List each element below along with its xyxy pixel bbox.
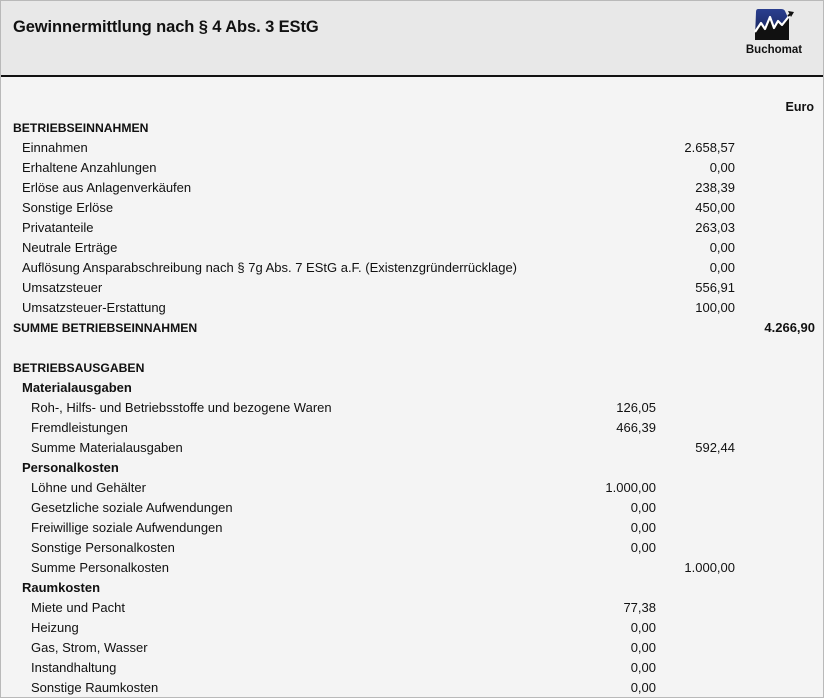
row-value: 0,00: [630, 640, 656, 655]
table-row: [1, 298, 823, 318]
row-label: Auflösung Ansparabschreibung nach § 7g Abs. 7 EStG a.F. (Existenzgründerrücklage): [22, 260, 518, 275]
row-label: Neutrale Erträge: [22, 240, 118, 255]
row-value: 0,00: [630, 500, 656, 515]
row-value: 466,39: [616, 420, 656, 435]
row-label: Einnahmen: [22, 140, 88, 155]
section-heading-einnahmen: [1, 118, 823, 138]
row-value: 0,00: [630, 540, 656, 555]
row-value: 0,00: [630, 680, 656, 695]
total-row-einnahmen: [1, 318, 823, 338]
row-label: Erhaltene Anzahlungen: [22, 160, 157, 175]
table-row: [1, 498, 823, 518]
row-value: 0,00: [709, 240, 735, 255]
group-heading-personalkosten: [1, 458, 823, 478]
row-label: Instandhaltung: [31, 660, 117, 675]
table-row: [1, 518, 823, 538]
row-value: 556,91: [695, 280, 735, 295]
subtotal-row: [1, 438, 823, 458]
row-label: Roh-, Hilfs- und Betriebsstoffe und bezogene Waren: [31, 400, 332, 415]
logo-text: Buchomat: [745, 44, 803, 56]
group-heading-materialausgaben: [1, 378, 823, 398]
table-row: [1, 618, 823, 638]
row-label: Freiwillige soziale Aufwendungen: [31, 520, 223, 535]
table-row: [1, 218, 823, 238]
row-value: 450,00: [695, 200, 735, 215]
row-value: 0,00: [709, 160, 735, 175]
row-label: Erlöse aus Anlagenverkäufen: [22, 180, 192, 195]
table-row: [1, 238, 823, 258]
row-value: 77,38: [623, 600, 656, 615]
row-value: 2.658,57: [684, 140, 735, 155]
row-value: 0,00: [709, 260, 735, 275]
row-value: 263,03: [695, 220, 735, 235]
row-label: Sonstige Personalkosten: [31, 540, 175, 555]
row-value: 0,00: [630, 520, 656, 535]
table-row: [1, 398, 823, 418]
total-value: 4.266,90: [764, 320, 815, 335]
report-body: [1, 118, 823, 698]
row-label: Sonstige Raumkosten: [31, 680, 159, 695]
group-heading-raumkosten: [1, 578, 823, 598]
table-row: [1, 138, 823, 158]
subtotal-label: Summe Personalkosten: [31, 560, 170, 575]
table-row: [1, 658, 823, 678]
subtotal-row: [1, 558, 823, 578]
section-heading: BETRIEBSEINNAHMEN: [13, 121, 149, 135]
table-row: [1, 418, 823, 438]
row-label: Heizung: [31, 620, 79, 635]
row-label: Sonstige Erlöse: [22, 200, 114, 215]
subtotal-value: 1.000,00: [684, 560, 735, 575]
spacer: [1, 338, 823, 358]
section-heading-ausgaben: [1, 358, 823, 378]
group-heading: Raumkosten: [22, 580, 101, 595]
group-heading: Materialausgaben: [22, 380, 132, 395]
table-row: [1, 198, 823, 218]
table-row: [1, 678, 823, 698]
group-heading: Personalkosten: [22, 460, 119, 475]
row-label: Fremdleistungen: [31, 420, 128, 435]
subtotal-label: Summe Materialausgaben: [31, 440, 183, 455]
row-value: 126,05: [616, 400, 656, 415]
row-label: Miete und Pacht: [31, 600, 125, 615]
table-row: [1, 158, 823, 178]
report-title: Gewinnermittlung nach § 4 Abs. 3 EStG: [13, 18, 319, 36]
row-label: Gas, Strom, Wasser: [31, 640, 148, 655]
row-value: 1.000,00: [605, 480, 656, 495]
total-label: SUMME BETRIEBSEINNAHMEN: [13, 321, 198, 335]
buchomat-logo: [738, 6, 810, 61]
row-label: Privatanteile: [22, 220, 94, 235]
row-label: Gesetzliche soziale Aufwendungen: [31, 500, 233, 515]
row-label: Umsatzsteuer-Erstattung: [22, 300, 166, 315]
report-header: [1, 1, 823, 77]
row-label: Umsatzsteuer: [22, 280, 103, 295]
rising-chart-icon: [752, 6, 796, 42]
row-value: 0,00: [630, 620, 656, 635]
row-value: 238,39: [695, 180, 735, 195]
table-row: [1, 178, 823, 198]
table-row: [1, 258, 823, 278]
table-row: [1, 278, 823, 298]
currency-label: Euro: [785, 100, 814, 114]
table-row: [1, 598, 823, 618]
table-row: [1, 538, 823, 558]
row-label: Löhne und Gehälter: [31, 480, 146, 495]
section-heading: BETRIEBSAUSGABEN: [13, 361, 145, 375]
table-row: [1, 638, 823, 658]
table-row: [1, 478, 823, 498]
row-value: 0,00: [630, 660, 656, 675]
row-value: 100,00: [695, 300, 735, 315]
subtotal-value: 592,44: [695, 440, 735, 455]
